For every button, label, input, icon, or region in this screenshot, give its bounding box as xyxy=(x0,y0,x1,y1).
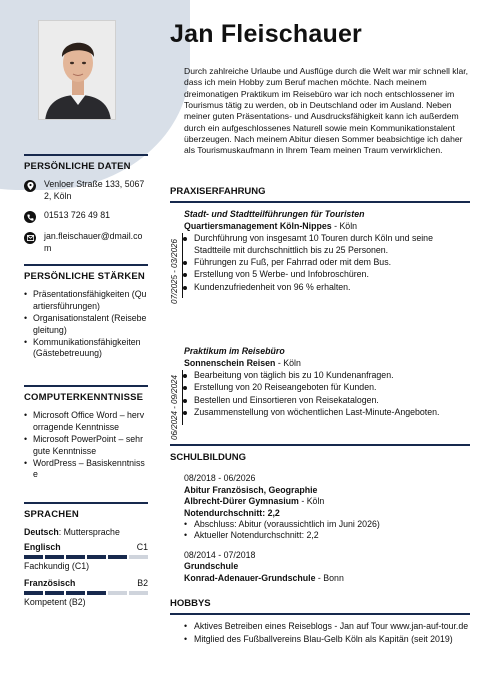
language-level-segment xyxy=(87,555,106,559)
education-degree: Abitur Französisch, Geographie xyxy=(184,484,318,495)
personal-title: PERSÖNLICHE DATEN xyxy=(24,154,148,173)
language-level: C1 xyxy=(136,541,148,552)
education-title: SCHULBILDUNG xyxy=(170,444,470,467)
language-level: B2 xyxy=(137,577,148,588)
address-row xyxy=(24,179,148,202)
education-entry-2 xyxy=(170,550,470,584)
language-level-segment xyxy=(129,591,148,595)
language-level-segment xyxy=(129,555,148,559)
job-title: Stadt- und Stadtteilführungen für Touristen xyxy=(184,209,365,220)
language-desc: Kompetent (B2) xyxy=(24,597,86,608)
language-level-segment xyxy=(66,591,85,595)
language-level-segment xyxy=(108,555,127,559)
language-level-segment xyxy=(45,591,64,595)
email-row[interactable] xyxy=(24,231,148,254)
language-name: Französisch xyxy=(24,577,76,588)
list-item: Erstellung von 20 Reiseangeboten für Kunden. xyxy=(184,382,470,393)
language-item-french xyxy=(24,578,148,609)
intro-text: Durch zahlreiche Urlaube und Ausflüge durch die Welt war mir schnell klar, dass ich mein Hobby zum Beruf machen möchte. Nach meinem dreimonatigen Praktikum im Reisebüro war ich noch entschlossener im Tourismus tätig zu werden, ob in Deutschland oder im Ausland. Neben meiner guten Präsentations- und Ausdrucksfähigkeit kann ich außerdem durch ein aufgeschlossenes Naturell sowie mein Kommunikationstalent überzeugen. Nach meinem Abitur diesen Sommer beabsichtige ich daher als Tourismuskaufmann in Ihrem Team meinen Traum verwirklichen. xyxy=(184,66,469,156)
list-item: • Abschluss: Abitur (voraussichtlich im Juni 2026) xyxy=(184,519,470,530)
phone-icon xyxy=(24,211,36,223)
job-title: Praktikum im Reisebüro xyxy=(184,346,285,357)
job-timeline xyxy=(170,370,470,441)
languages-title: SPRACHEN xyxy=(24,502,148,521)
company-name: Sonnenschein Reisen xyxy=(184,357,276,368)
company-location: - Köln xyxy=(275,357,301,368)
phone-text: 01513 726 49 81 xyxy=(44,210,111,221)
hobbies-section xyxy=(170,598,470,646)
hobbies-title: HOBBYS xyxy=(170,598,470,615)
avatar xyxy=(39,21,116,120)
language-level-segment xyxy=(24,591,43,595)
list-item: Erstellung von 5 Werbe- und Infobroschüren. xyxy=(184,269,470,280)
mail-icon xyxy=(24,232,36,244)
address-text: Venloer Straße 133, 50672, Köln xyxy=(44,179,145,201)
company-location: - Köln xyxy=(331,220,358,231)
education-school: Albrecht-Dürer Gymnasium xyxy=(184,496,299,507)
hobbies-list xyxy=(170,621,470,645)
education-degree: Grundschule xyxy=(184,561,239,572)
computer-title: COMPUTERKENNTNISSE xyxy=(24,385,148,404)
language-level-segment xyxy=(87,591,106,595)
experience-title: PRAXISERFAHRUNG xyxy=(170,186,470,203)
job-entry-1 xyxy=(170,209,470,305)
language-desc: Fachkundig (C1) xyxy=(24,561,90,572)
personal-section xyxy=(24,154,148,262)
list-item: • Microsoft Office Word – hervorragende Kenntnisse xyxy=(24,410,148,433)
experience-section xyxy=(170,186,470,441)
list-item: • Aktives Betreiben eines Reiseblogs - Jan auf Tour www.jan-auf-tour.de xyxy=(184,621,470,632)
list-item: Kundenzufriedenheit von 96 % erhalten. xyxy=(184,282,470,293)
languages-section xyxy=(24,502,148,613)
list-item: • Präsentationsfähigkeiten (Quartiersführungen) xyxy=(24,289,148,312)
education-location: - Bonn xyxy=(315,572,344,583)
strengths-title: PERSÖNLICHE STÄRKEN xyxy=(24,264,148,283)
language-name: Englisch xyxy=(24,541,61,552)
full-name: Jan Fleischauer xyxy=(170,20,362,48)
job-company xyxy=(184,221,470,232)
job-entry-2 xyxy=(170,346,470,441)
education-date: 08/2018 - 06/2026 xyxy=(184,473,256,484)
profile-photo xyxy=(38,20,116,120)
list-item: Zusammenstellung von wöchentlichen Last-Minute-Angeboten. xyxy=(184,407,470,418)
education-date: 08/2014 - 07/2018 xyxy=(184,549,256,560)
list-item: Bestellen und Einsortieren von Reisekatalogen. xyxy=(184,395,470,406)
language-level-segment xyxy=(45,555,64,559)
timeline-line xyxy=(182,370,183,425)
phone-row xyxy=(24,210,148,223)
list-item: • Aktueller Notendurchschnitt: 2,2 xyxy=(184,530,470,541)
education-section xyxy=(170,444,470,584)
native-language xyxy=(24,527,148,538)
education-entry-1 xyxy=(170,473,470,542)
computer-list xyxy=(24,410,148,481)
native-language-name: Deutsch xyxy=(24,527,59,538)
company-name: Quartiersmanagement Köln-Nippes xyxy=(184,220,332,231)
education-location: - Köln xyxy=(298,496,325,507)
language-level-segment xyxy=(66,555,85,559)
list-item: • Kommunikationsfähigkeiten (Gästebetreuung) xyxy=(24,337,148,360)
list-item: Führungen zu Fuß, per Fahrrad oder mit dem Bus. xyxy=(184,257,470,268)
language-level-segment xyxy=(108,591,127,595)
email-text[interactable]: jan.fleischauer@dmail.com xyxy=(44,231,143,253)
location-pin-icon xyxy=(24,180,36,192)
list-item: Bearbeitung von täglich bis zu 10 Kundenanfragen. xyxy=(184,370,470,381)
education-school: Konrad-Adenauer-Grundschule xyxy=(184,572,316,583)
job-date: 06/2024 - 09/2024 xyxy=(170,375,179,441)
language-level-segment xyxy=(24,555,43,559)
job-date: 07/2025 - 03/2026 xyxy=(170,239,179,305)
list-item: • Mitglied des Fußballvereins Blau-Gelb Köln als Kapitän (seit 2019) xyxy=(184,634,470,645)
strengths-section xyxy=(24,264,148,361)
education-grade: Notendurchschnitt: 2,2 xyxy=(184,507,280,518)
language-level-bar xyxy=(24,555,148,559)
list-item: • Organisationstalent (Reisebegleitung) xyxy=(24,313,148,336)
job-company xyxy=(184,358,470,369)
language-item-english xyxy=(24,542,148,573)
native-language-value: : Muttersprache xyxy=(58,527,120,538)
list-item: • WordPress – Basiskenntnisse xyxy=(24,458,148,481)
job-timeline xyxy=(170,233,470,305)
list-item: • Microsoft PowerPoint – sehr gute Kenntnisse xyxy=(24,434,148,457)
strengths-list xyxy=(24,289,148,360)
language-level-bar xyxy=(24,591,148,595)
list-item: Durchführung von insgesamt 10 Touren durch Köln und seine Stadtteile mit durchschnittlich bis zu 25 Personen. xyxy=(184,233,470,256)
computer-section xyxy=(24,385,148,482)
